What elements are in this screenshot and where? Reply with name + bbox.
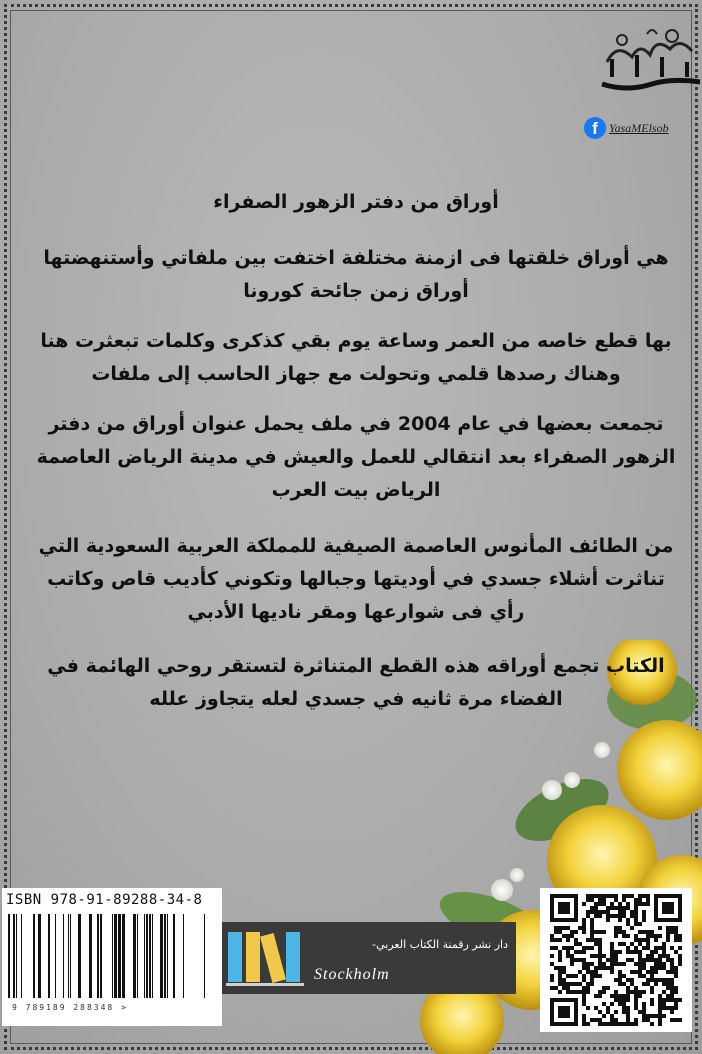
paragraph-5: الكتاب تجمع أوراقه هذه القطع المتناثرة لتستقر روحي الهائمة في الفضاء مرة ثانيه في جسدي لعله يتجاوز علله — [47, 655, 665, 710]
qr-code — [540, 888, 692, 1032]
publisher-banner — [222, 922, 516, 994]
paragraph-1: هي أوراق خلقتها فى ازمنة مختلفة اختفت بين ملفاتي وأستنهضتها أوراق زمن جائحة كورونا — [43, 247, 669, 302]
paragraph-2: بها قطع خاصه من العمر وساعة يوم بقي كذكرى وكلمات تبعثرت هنا وهناك رصدها قلمي وتحولت مع جهاز الحاسب إلى ملفات — [40, 330, 672, 385]
book-title: أوراق من دفتر الزهور الصفراء — [213, 191, 499, 213]
books-icon — [226, 928, 306, 988]
isbn-label: ISBN 978-91-89288-34-8 — [6, 892, 203, 908]
publisher-city: Stockholm — [314, 966, 390, 983]
barcode-digits: 9 789189 288348 > — [12, 1003, 128, 1012]
facebook-icon: f — [584, 117, 606, 139]
qr-code-icon — [540, 888, 692, 1032]
author-logo — [592, 22, 702, 97]
publisher-name: دار نشر رقمنة الكتاب العربي- — [372, 938, 508, 951]
isbn-barcode — [2, 888, 222, 1026]
facebook-handle[interactable] — [584, 116, 702, 140]
paragraph-4: من الطائف المأنوس العاصمة الصيفية للمملكة العربية السعودية التي تناثرت أشلاء جسدي في أوديتها وجبالها وتكوني كأديب قاص وكاتب رأي فى شوارعها ومقر ناديها الأدبي — [38, 535, 674, 623]
paragraph-3: تجمعت بعضها في عام 2004 في ملف يحمل عنوان أوراق من دفتر الزهور الصفراء بعد انتقالي للعمل والعيش في مدينة الرياض العاصمة الرياض بيت العرب — [36, 413, 676, 501]
barcode-icon — [6, 914, 211, 1002]
handle-text: YasaMElsob — [609, 120, 669, 135]
